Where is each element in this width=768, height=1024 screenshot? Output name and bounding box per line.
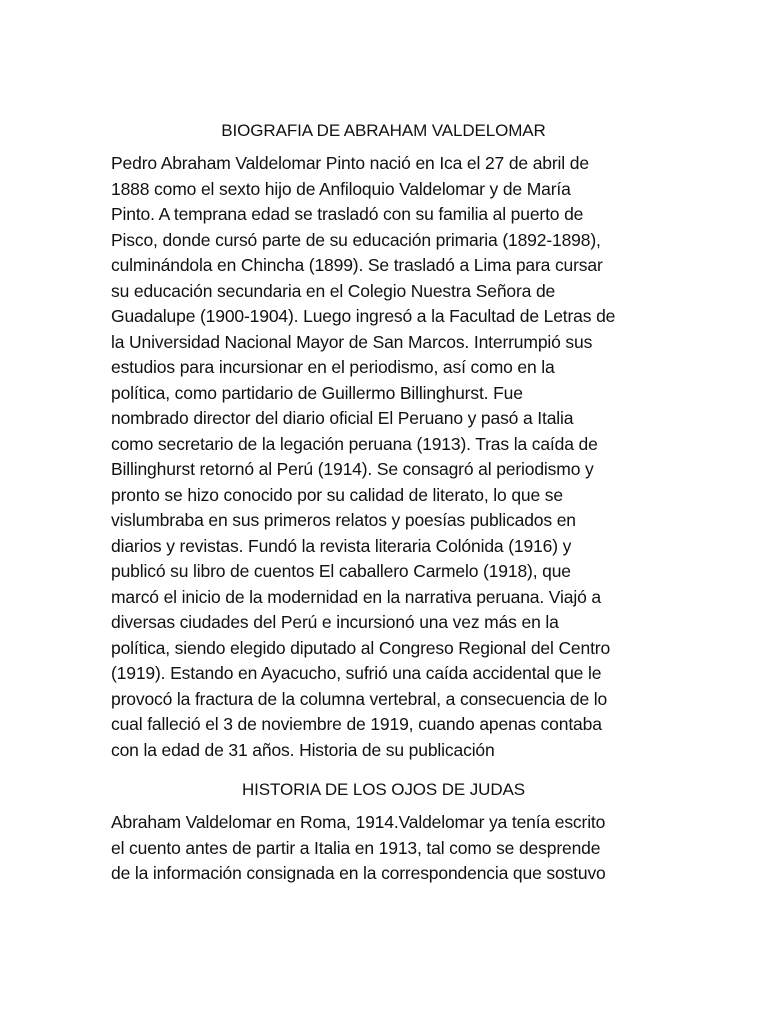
paragraph-line: la Universidad Nacional Mayor de San Marcos. Interrumpió sus [111, 331, 593, 352]
paragraph-line: Billinghurst retornó al Perú (1914). Se consagró al periodismo y [111, 459, 594, 479]
paragraph-line: política, siendo elegido diputado al Congreso Regional del Centro [111, 637, 611, 658]
document-title: BIOGRAFIA DE ABRAHAM VALDELOMAR [221, 121, 546, 140]
paragraph-line: culminándola en Chincha (1899). Se trasladó a Lima para cursar [111, 255, 603, 275]
paragraph-line: Abraham Valdelomar en Roma, 1914.Valdelomar ya tenía escrito [111, 812, 606, 832]
paragraph-line: Pedro Abraham Valdelomar Pinto nació en Ica el 27 de abril de [111, 153, 589, 173]
paragraph-line: provocó la fractura de la columna vertebral, a consecuencia de lo [111, 688, 608, 709]
paragraph-line: marcó el inicio de la modernidad en la narrativa peruana. Viajó a [111, 586, 601, 607]
paragraph-line: diversas ciudades del Perú e incursionó una vez más en la [111, 612, 559, 632]
paragraph-line: Guadalupe (1900-1904). Luego ingresó a la Facultad de Letras de [111, 306, 616, 326]
paragraph-line: Pinto. A temprana edad se trasladó con su familia al puerto de [111, 204, 584, 224]
paragraph-line: (1919). Estando en Ayacucho, sufrió una caída accidental que le [111, 663, 602, 683]
paragraph-line: de la información consignada en la correspondencia que sostuvo [111, 863, 606, 883]
paragraph-line: publicó su libro de cuentos El caballero Carmelo (1918), que [111, 561, 571, 581]
paragraph-line: 1888 como el sexto hijo de Anfiloquio Valdelomar y de María [111, 178, 571, 199]
paragraph-line: vislumbraba en sus primeros relatos y poesías publicados en [111, 510, 576, 530]
paragraph-line: cual falleció el 3 de noviembre de 1919, cuando apenas contaba [111, 714, 602, 734]
paragraph-line: con la edad de 31 años. Historia de su publicación [111, 739, 495, 760]
biography-paragraph [111, 151, 656, 763]
paragraph-line: nombrado director del diario oficial El Peruano y pasó a Italia [111, 408, 574, 428]
section-subtitle: HISTORIA DE LOS OJOS DE JUDAS [241, 780, 526, 799]
paragraph-line: Pisco, donde cursó parte de su educación primaria (1892-1898), [111, 229, 601, 250]
paragraph-line: como secretario de la legación peruana (1913). Tras la caída de [111, 433, 598, 454]
paragraph-line: estudios para incursionar en el periodismo, así como en la [111, 357, 555, 377]
history-paragraph [111, 810, 656, 887]
paragraph-line: el cuento antes de partir a Italia en 1913, tal como se desprende [111, 837, 601, 858]
paragraph-line: diarios y revistas. Fundó la revista literaria Colónida (1916) y [111, 535, 572, 556]
paragraph-line: pronto se hizo conocido por su calidad de literato, lo que se [111, 484, 563, 505]
paragraph-line: su educación secundaria en el Colegio Nuestra Señora de [111, 280, 556, 301]
paragraph-line: política, como partidario de Guillermo Billinghurst. Fue [111, 382, 523, 403]
